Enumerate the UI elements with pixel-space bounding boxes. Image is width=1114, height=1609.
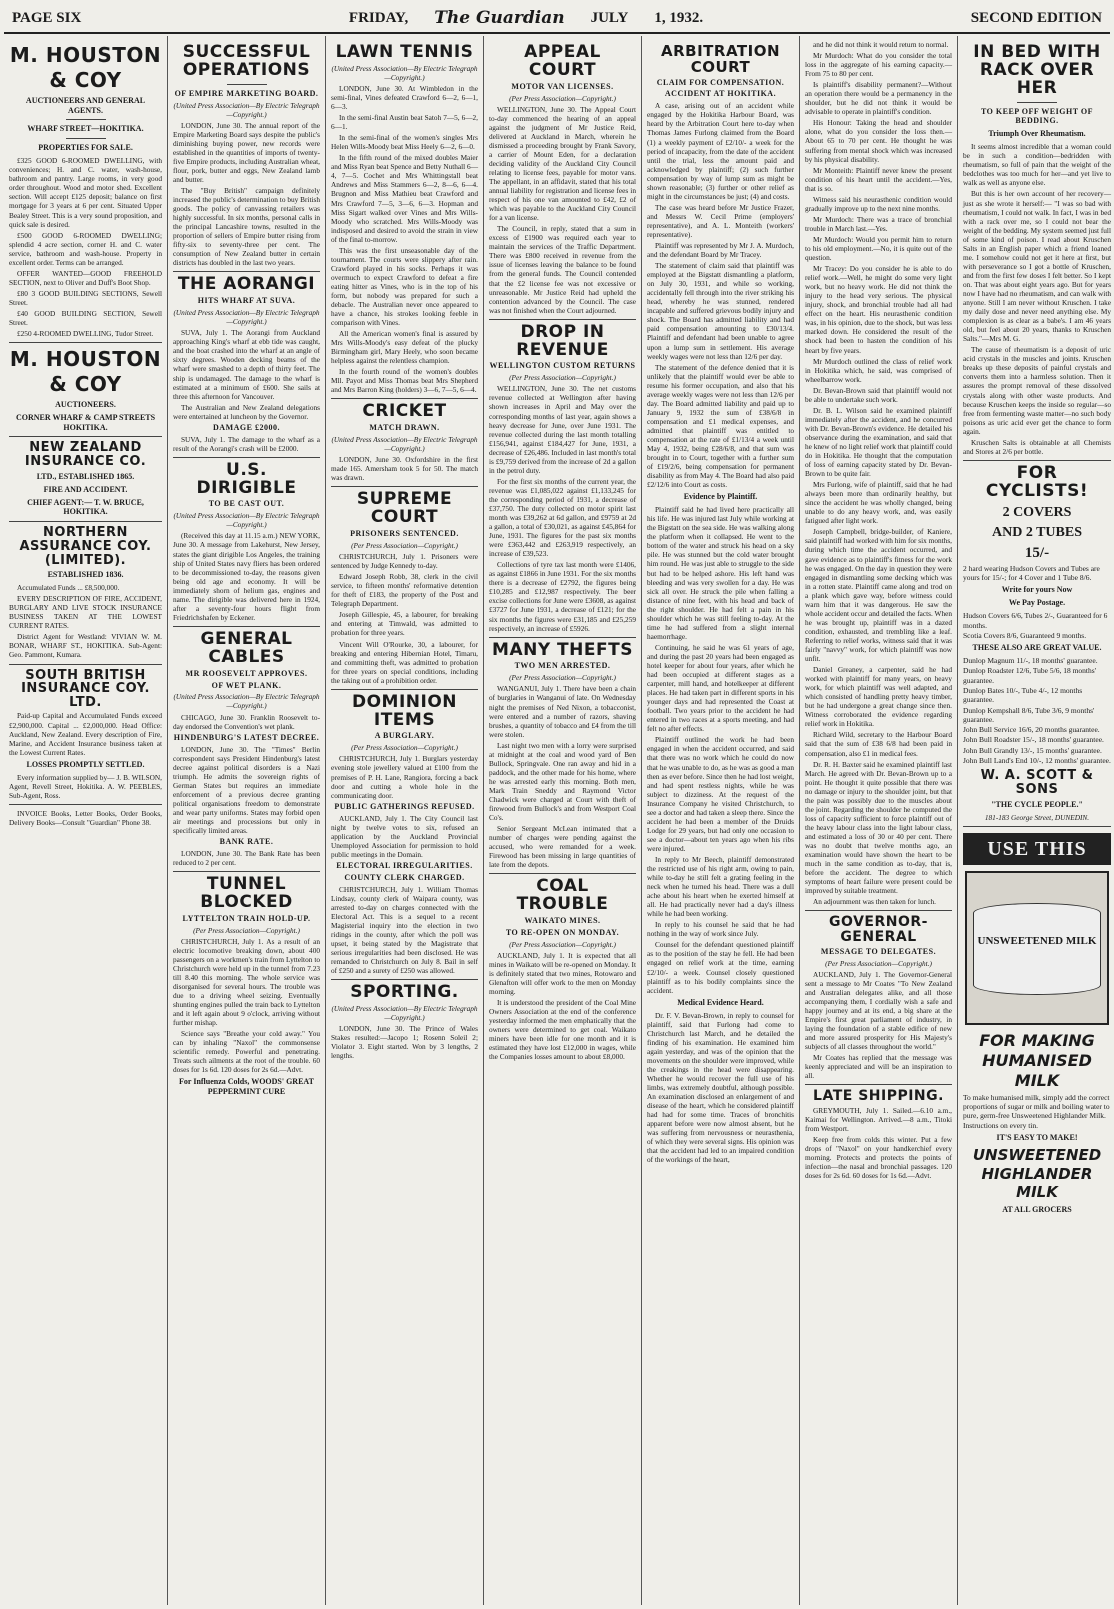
kruschen-paragraph: But this is her own account of her recovery—just as she wrote it herself:— "I was so bad with rheumatism, I could not walk. In fact, I was in bed with a rack over me, so I could not bear the weight of the bedding. My system seemed just full of some kind of poison. I read about Kruschen Salts in an English paper which a friend loaned me. I somehow could not get it here at first, but with perseverance so I got a bottle of Kruschen, and from the first few doses I felt better. So I kept on. That was about eight years ago. But for years now I have had no rheumatism, and can walk with anyone. Still I am never without Kruschen. I take my daily dose and never need anything else. My complexion is as clear as a babe's. I am 46 years old, but feel about 20 years, thanks to Kruschen Salts."—Mrs M. G. xyxy=(963,189,1111,344)
tyre-price-line: Dunlop Roadster 12/6, Tube 5/6, 18 months' guarantee. xyxy=(963,666,1097,685)
press-credit: (United Press Association—By Electric Telegraph—Copyright.) xyxy=(331,1003,478,1022)
section-subhead: Medical Evidence Heard. xyxy=(677,997,764,1007)
article-headline: APPEAL COURT xyxy=(524,42,601,80)
milk-ad-easy: IT'S EASY TO MAKE! xyxy=(996,1133,1078,1143)
article-paragraph: Edward Joseph Robb, 38, clerk in the civil service, to fifteen months' reformative detention for theft of £183, the property of the Post and Telegraph Department. xyxy=(331,572,478,609)
kruschen-paragraph: The cause of rheumatism is a deposit of uric acid crystals in the muscles and joints. Kruschen breaks up these deposits of painful crystals and converts them into a harmless solution. Then it assures the prompt removal of these dissolved crystals along with other waste products. And because Kruschen keeps the inside so regular—so free from fermenting waste matter—no such body poisons as uric acid ever get the chance to form again. xyxy=(963,345,1111,436)
cyclists-write: Write for yours Now xyxy=(1001,585,1073,595)
article-paragraph: This was the first unseasonable day of the tournament. The courts were slippery after rain. Crawford played in his socks. Perhaps it was overmuch to expect Crawford to defeat a fire eating hitter as Vines, who is in the top of his form, but nobody was prepared for such a debacle. The Australian never once appeared to have a chance, his strokes looking feeble in comparison with Vines. xyxy=(331,245,478,328)
article-paragraph: The statement of claim said that plaintiff was employed at the Bigstatt dismantling a platform, on July 30, 1931, and while so working, accidentally fell through into the river striking his head, whereby he was stunned, rendered incapable and suffered grievous bodily injury and shock. The Board has admitted liability and had paid compensation amounting to £30/13/4. Plaintiff and defendant had been unable to agree upon a lump sum in settlement. His average weekly wages were not less than 12/6 per day. xyxy=(647,261,794,361)
article-paragraph: Mr Murdoch outlined the class of relief work in Hokitika which, he said, was comprised of wheelbarrow work. xyxy=(805,356,952,384)
article-paragraph: Dr. Bevan-Brown said that plaintiff would not be able to undertake such work. xyxy=(805,385,952,404)
scott-sons-tagline: "THE CYCLE PEOPLE." xyxy=(991,799,1083,809)
masthead-month: JULY xyxy=(590,9,629,26)
article-subhead: LYTTELTON TRAIN HOLD-UP. xyxy=(182,913,311,923)
press-credit: (United Press Association—By Electric Telegraph—Copyright.) xyxy=(173,308,320,327)
article-subhead: WAIKATO MINES. xyxy=(524,916,601,926)
article-paragraph: CHRISTCHURCH, July 1. William Thomas Lindsay, county clerk of Waipara county, was arrested to-day on charges connected with the Electoral Act. This is a sequel to a recent Magisterial inquiry into the election in two ridings in the county, after which the poll was upset, it being stated by the Magistrate that serious irregularities had been disclosed. He was remanded to Christchurch on July 8. Bail in self of £250 and a surety of £250 was allowed. xyxy=(331,884,478,976)
article-paragraph: and he did not think it would return to normal. xyxy=(813,40,949,49)
article-paragraph: In the semi-final of the women's singles Mrs Helen Wills-Moody beat Miss Heely 6—2, 6—0. xyxy=(331,133,478,152)
article-subhead: OF EMPIRE MARKETING BOARD. xyxy=(174,88,319,98)
press-credit: (United Press Association—By Electric Telegraph—Copyright.) xyxy=(331,63,478,82)
article-subhead: CLAIM FOR COMPENSATION. xyxy=(656,77,785,87)
kruschen-paragraph: Kruschen Salts is obtainable at all Chemists and Stores at 2/6 per bottle. xyxy=(963,437,1111,456)
article-paragraph: AUCKLAND, July 1. The City Council last night by twelve votes to six, refused an application by the Auckland Provincial Unemployed Association for permission to hold public meetings in the Domain. xyxy=(331,813,478,859)
nz-insurance-type: FIRE AND ACCIDENT. xyxy=(43,484,128,494)
article-paragraph: In the semi-final Austin beat Satoh 7—5, 6—2, 6—1. xyxy=(331,113,478,132)
property-listing: £325 GOOD 6-ROOMED DWELLING, with conveniences; H. and C. water, wash-house, bathroom and pantry. Large rooms, in very good order throughout. Wood and motor shed. Excellent section. Will accept £125 deposit; balance on first mortgage for 3 years at 6 per cent. Situated Upper Bealey Street. This is a very sound proposition, and quick sale is desired. xyxy=(9,156,162,229)
article-headline: LATE SHIPPING. xyxy=(813,1088,944,1105)
article-subhead: MR ROOSEVELT APPROVES. xyxy=(185,668,308,678)
cyclists-postage: We Pay Postage. xyxy=(1008,598,1066,608)
cyclists-headline: FOR CYCLISTS! xyxy=(985,462,1089,501)
cyclists-offer-2: AND 2 TUBES xyxy=(992,524,1082,540)
article-paragraph: Plaintiff said he had lived here practically all his life. He was injured last July while working at the Bigstatt on the sea side. He was walking along the platform when it collapsed. He went to the bottom of the water and struck his head on a sky pile. He was stunned but the cold water brought him round. He was just able to struggle to the side but had to be helped ashore. His left hand was bleeding and was very swollen for a day. He was sick all over. He struck the pile when falling a distance of nine feet, with his head and back of the right shoulder. He had felt a pain in his shoulder which he was still feeling to-day. At the time he had suffered from a slight internal haemorrhage. xyxy=(647,505,794,641)
article-paragraph: Mr Tracey: Do you consider he is able to do relief work.—Well, he might do some very light work, but no heavy work. He did not think the injury to the head very serious. The physical injury, shock, and bronchial trouble had all had effect on the heart. His neurasthenic condition was, in his opinion, due to the shock, but was less marked down. He considered the result of the shock had been to hasten the condition of his heart by five years. xyxy=(805,264,952,355)
article-subhead: TO RE-OPEN ON MONDAY. xyxy=(505,927,620,937)
milk-ad-text: To make humanised milk, simply add the correct proportions of sugar or milk and boiling water to pure, germ-free Unsweetened Highlander Milk. Instructions on every tin. xyxy=(963,1092,1110,1130)
article-headline: DOMINION ITEMS xyxy=(351,691,458,730)
press-credit: (Per Press Association—Copyright.) xyxy=(351,541,458,551)
scott-sons-address: 181-183 George Street, DUNEDIN. xyxy=(984,812,1090,822)
article-paragraph: It is understood the president of the Coal Mine Owners Association at the end of the conference yesterday informed the men emphatically that the owners were determined to get coal. Waikato miners have been idle for one month and it is estimated they have lost £12,000 in wages, while the Companies losses amount to about £8,000. xyxy=(489,998,636,1062)
article-headline: TUNNEL BLOCKED xyxy=(200,873,293,912)
article-paragraph: The "Buy British" campaign definitely increased the public's determination to buy British goods. The policy of canvassing retailers was highly successful. In six months, personal calls in the principal Lancashire towns, resulted in the proportion of sellers of Empire butter rising from fifty-six to seventy-three per cent. The consumption of New Zealand butter in certain districts has doubled in the last two years. xyxy=(173,186,320,268)
press-credit: (Per Press Association—Copyright.) xyxy=(509,673,616,683)
nz-insurance-heading: NEW ZEALAND INSURANCE CO. xyxy=(24,440,147,470)
column-3 xyxy=(326,36,484,1605)
column-7 xyxy=(958,36,1114,1605)
article-headline: CRICKET xyxy=(362,401,447,422)
article-subhead: HITS WHARF AT SUVA. xyxy=(197,296,296,306)
article-paragraph: An adjournment was then taken for lunch. xyxy=(813,897,936,907)
article-paragraph: (Received this day at 11.15 a.m.) NEW YORK, June 30. A message from Lakehurst, New Jersey, states the giant dirigible Los Angeles, the training ship of United States navy fliers has been ordered to be decommissioned to-day, the reasons given being old age and economy. It will be immediately shorn of helium gas, engines and name. The dirigible was delivered here in 1924, after a seventy-four hours flight from Friedrichshafen by Eckener. xyxy=(173,531,320,622)
article-subhead: PUBLIC GATHERINGS REFUSED. xyxy=(334,801,475,811)
article-paragraph: In the fifth round of the mixed doubles Maier and Miss Ryan beat Spence and Betty Nuthall 6—4, 7—5. Cochet and Mrs Whittingstall beat Andrews and Miss Stammers 6—2, 8—6, 6—4. Brugnon and Miss Mathieu beat Crawford and Mrs Crawford 7—5, 3—6, 6—3. Hopman and Miss Sigart walked over Vines and Mrs Wills-Moody who scratched. Mrs Wills-Moody was indisposed and desired to avoid the strain in view of the final to-morrow. xyxy=(331,153,478,244)
article-paragraph: CHRISTCHURCH, July 1. Burglars yesterday evening stole jewellery valued at £100 from the premises of P. H. Lane, Rangiora, forcing a back door and cutting a whole hole in the communicating door. xyxy=(331,754,478,800)
article-paragraph: Mr Murdoch: What do you consider the total loss in the aggregate of his earning capacity.—From 75 to 80 per cent. xyxy=(805,51,952,79)
property-listing: OFFER WANTED—GOOD FREEHOLD SECTION, next to Oliver and Duff's Boot Shop. xyxy=(9,268,162,287)
article-paragraph: Plaintiff outlined the work he had been engaged in when the accident occurred, and said that there was no work which he could do now that he was unable to do, as he was as good a man then as ever before. Since then he had lost weight, and had spent restless nights, while he was subject to dizziness. At the request of the Insurance Company he visited Christchurch, to see a doctor and had taken a sleep there. Since the accident he had been a member of the Druids Lodge for 29 years, but had only one occasion to see a doctor—about ten years ago when his ribs were injured. xyxy=(647,735,794,853)
article-paragraph: Mr Coates has replied that the message was keenly appreciated and will be an inspiration to all. xyxy=(805,1053,952,1081)
northern-business: EVERY DESCRIPTION OF FIRE, ACCIDENT, BURGLARY AND LIVE STOCK INSURANCE BUSINESS TAKEN AT THE LOWEST CURRENT RATES. xyxy=(9,594,162,631)
milk-ad xyxy=(963,833,1111,1215)
press-credit: (United Press Association—By Electric Telegraph—Copyright.) xyxy=(173,100,320,119)
tyre-price-line: Dunlop Magnum 11/-, 18 months' guarantee. xyxy=(963,656,1098,666)
article-headline: GOVERNOR-GENERAL xyxy=(829,914,928,945)
article-paragraph: The statement of the defence denied that it is unlikely that the plaintiff would ever be able to resume his former occupation, and also that his average weekly wages were not less than 12/6 per day. The Board admitted liability and paid up to January 9, 1932 the sum of £38/6/8 in compensation and £1 medical expenses, and admitted that plaintiff was entitled to compensation at the rate of £1/13/4 a week until May 4, 1932, being £28/6/8, and that sum was brought in to Court, together with a further sum of £19/2/6, being compensation for permanent disability as from May 4. The Board had also paid £2/12/6 into Court as costs. xyxy=(647,362,794,490)
article-headline: GENERAL CABLES xyxy=(200,628,293,667)
tyre-price-line: Scotia Covers 8/6, Guaranteed 9 months. xyxy=(963,630,1087,640)
article-paragraph: Science says "Breathe your cold away." You can by inhaling "Naxol" the commonsense scientific remedy. Powerful and penetrating. Treats such ailments at the root of the trouble. 60 doses for 1s 6d. 120 doses for 2s 6d.—Advt. xyxy=(173,1029,320,1075)
article-subhead: TO BE CAST OUT. xyxy=(208,499,285,509)
press-credit: (Per Press Association—Copyright.) xyxy=(509,939,616,949)
milk-ad-grocers: AT ALL GROCERS xyxy=(1002,1204,1072,1214)
article-paragraph: Keep free from colds this winter. Put a few drops of "Naxol" on your handkerchief every morning. Protects and protects the points of infection—the nasal and bronchial passages. 120 doses for 2s 6d. 60 doses for 1s 6d.—Advt. xyxy=(805,1135,952,1181)
houston-address: WHARF STREET—HOKITIKA. xyxy=(27,124,144,134)
peppermint-cure-ad: For Influenza Colds, WOODS' GREAT PEPPERMINT CURE xyxy=(179,1077,314,1097)
article-paragraph: Dr. B. L. Wilson said he examined plaintiff immediately after the accident, and he concurred with Dr. Bevan-Brown's evidence. He detailed his observance during the examination, and said that he knew of no light relief work that plaintiff could do in Hokitika. He thought that the computation of loss of earning capacity stated by Dr. Bevan-Brown to be quite fair. xyxy=(805,405,952,479)
nz-insurance-agent: CHIEF AGENT:— T. W. BRUCE, HOKITIKA. xyxy=(27,497,144,517)
houston-heading-2: M. HOUSTON & COY xyxy=(9,347,162,396)
press-credit: (Per Press Association—Copyright.) xyxy=(351,743,458,753)
article-paragraph: WANGANUI, July 1. There have been a chain of burglaries in Wanganui of late. On Wednesday night the premises of Ned Nixon, a tobacconist, were entered and a number of razors, shaving brushes, a quantity of tobacco and £4 from the till were stolen. xyxy=(489,684,636,739)
press-credit: (Per Press Association—Copyright.) xyxy=(509,93,616,103)
milk-can-image xyxy=(965,871,1109,1025)
tyre-price-line: John Bull Roadster 15/-, 18 months' guarantee. xyxy=(963,735,1104,745)
article-paragraph: AUCKLAND, July 1. The Governor-General sent a message to Mr Coates "To New Zealand and Australian delegates alike, and all those accompanying them, I cordially wish a safe and happy journey and at its end, a big share at the Empire's first great parliament of industry, in laying the foundation of a stable edifice of new and more assured prosperity for His Majesty's subjects of all classes throughout the world." xyxy=(805,969,952,1052)
masthead-day: FRIDAY, xyxy=(348,9,409,26)
property-listing: £40 GOOD BUILDING SECTION, Sewell Street. xyxy=(9,308,162,328)
tyre-price-line: Dunlop Kempshall 8/6, Tube 3/6, 9 months' guarantee. xyxy=(963,705,1095,724)
property-listing: £80 3 GOOD BUILDING SECTIONS, Sewell Street. xyxy=(9,288,162,307)
article-subhead: BANK RATE. xyxy=(219,836,274,846)
article-paragraph: Is plaintiff's disability permanent?—Without an operation there would be a permanency in the shoulder, but he did not think it would be advisable to operate in plaintiff's condition. xyxy=(805,80,952,117)
column-5 xyxy=(642,36,800,1605)
article-paragraph: WELLINGTON, June 30. The net customs revenue collected at Wellington after having shown increases in April and May over the corresponding months of last year, again shows a heavy decrease for June, over June 1931. The revenue collected during the last month totalling £156,941, against £184,427 for June, 1931, a decrease of £26,486. Included in last month's total is £9,759 derived from the increase of 2d a gallon in the petrol duty. xyxy=(489,384,636,475)
kruschen-paragraph: It seems almost incredible that a woman could be in such a condition—bedridden with rheumatism, so full of pain that the weight of the bedclothes was too much for her—and yet live to walk as well as anyone else. xyxy=(963,142,1111,188)
article-paragraph: Last night two men with a lorry were surprised at midnight at the coal and wood yard of Ben Bullock, Springvale. One ran away and hid in a paddock, and the other made for his home, where he was arrested early this morning. Both men, Mark Train Sneddy and Raymond Victor Chadwick were charged at Court with theft of firewood from Bullock's and from Westport Coal Co's. xyxy=(489,740,636,823)
article-subhead: PRISONERS SENTENCED. xyxy=(350,529,459,539)
tyre-price-line: Dunlop Bates 10/-, Tube 4/-, 12 months guarantee. xyxy=(963,685,1083,705)
article-subhead: MESSAGE TO DELEGATES. xyxy=(820,946,937,956)
article-paragraph: LONDON, June 30. At Wimbledon in the semi-final, Vines defeated Crawford 6—2, 6—1, 6—3. xyxy=(331,83,478,112)
cyclists-price: 15/- xyxy=(1024,545,1050,562)
houston-sub: AUCTIONEERS AND GENERAL AGENTS. xyxy=(25,95,146,115)
article-paragraph: Collections of tyre tax last month were £1406, as against £1866 in June 1931. For the six months there is a decrease of £2792, the figures being £10,285 and £12,987 respectively. The beer excise collections for June were £3608, as against £3727 for June 1931, a decrease of £121; for the six months the figures were £31,185 and £25,259 respectively, an increase of £5926. xyxy=(489,560,636,633)
press-credit: (United Press Association—By Electric Telegraph—Copyright.) xyxy=(331,435,478,454)
article-paragraph: Dr. F. V. Bevan-Brown, in reply to counsel for plaintiff, said that Furlong had come to Christchurch last March, and he detailed the finding of his examination. He examined him again yesterday, and was of the opinion that the movements on the shoulder were improved, while the creakings in the head were disappearing. Whether he would recover the full use of his limbs, was extremely doubtful, although possible. An examination disclosed an enlargement of and disease of the heart, which he considered plaintiff had had for some time. Traces of bronchitis apparent before were now almost absent, but he was suffering from nervousness or neurasthenia, of which they were several signs. His opinion was that the accident had led to an impaired condition of the workings of the heart, xyxy=(647,1010,794,1165)
article-subhead: WELLINGTON CUSTOM RETURNS xyxy=(489,361,636,371)
article-paragraph: His Honour: Taking the head and shoulder alone, what do you consider the loss then.—About 65 to 70 per cent. He thought he was suffering from mental shock which was increased by his physical disability. xyxy=(805,118,952,164)
tyre-price-line: John Bull Land's End 10/-, 12 months' guarantee. xyxy=(963,756,1111,766)
northern-funds: Accumulated Funds ... £8,500,000. xyxy=(17,583,120,593)
article-paragraph: Plaintiff was represented by Mr J. A. Murdoch, and the defendant Board by Mr Tracey. xyxy=(647,241,794,260)
article-paragraph: Richard Wild, secretary to the Harbour Board said that the sum of £38 6/8 had been paid in compensation, also £1 in medical fees. xyxy=(805,730,952,758)
use-this-banner: USE THIS xyxy=(963,833,1111,866)
highlander-logo: UNSWEETENED HIGHLANDER MILK xyxy=(972,1145,1102,1202)
article-paragraph: LONDON, June 30. The Bank Rate has been reduced to 2 per cent. xyxy=(173,848,320,867)
article-headline: U.S. DIRIGIBLE xyxy=(196,459,297,498)
masthead-date: 1, 1932. xyxy=(654,9,704,26)
article-paragraph: SUVA, July 1. The Aorangi from Auckland approaching King's wharf at ebb tide was caught, and the boat crashed into the wharf at an angle of sixty degrees. Wooden decking beams of the wharf were smashed to a depth of thirty feet. The ship is undamaged. The damage to the wharf is estimated at a minimum of £600. She sails at three this afternoon for Vancouver. xyxy=(173,328,320,401)
article-paragraph: Witness said his neurasthenic condition would gradually improve up to the next nine months. xyxy=(805,194,952,213)
article-paragraph: Mr Monteith: Plaintiff never knew the present condition of his heart until the accident.—Yes, that is so. xyxy=(805,165,952,193)
article-paragraph: Dr. R. H. Baxter said he examined plaintiff last March. He agreed with Dr. Bevan-Brown up to a point. He thought it quite possible that there was no damage or injury to the shoulder joint, but that the pain was possibly due to the muscles about the joint. Regarding the shoulder he computed the loss of capacity sufficient to force plaintiff out of the heavy labour class into the light labour class, and estimated a loss of 30 or 40 per cent. There was no doubt that twelve months ago, an examination would have shown the heart to be much in the same condition as to-day, that is, before the accident. The degree to which symptoms of heart failure were present could be improved by suitable treatment. xyxy=(805,759,952,896)
article-headline: SUPREME COURT xyxy=(356,489,453,528)
article-paragraph: Mr Murdoch: Would you permit him to return to his old employment.—No, it is quite out of the question. xyxy=(805,234,952,263)
article-paragraph: Joseph Gillespie, 45, a labourer, for breaking and entering at Timwald, was admitted to probation for three years. xyxy=(331,610,478,638)
press-credit: (Per Press Association—Copyright.) xyxy=(193,925,300,935)
property-listing: £500 GOOD 6-ROOMED DWELLING; splendid 4 acre section, corner H. and C. water service, bathroom and wash-house. Property in excellent order. Terms can be arranged. xyxy=(9,230,162,267)
invoice-books-ad: INVOICE Books, Letter Books, Order Books, Delivery Books—Consult "Guardian" Phone 38. xyxy=(9,808,162,827)
press-credit: (United Press Association—By Electric Telegraph—Copyright.) xyxy=(173,511,320,530)
article-paragraph: A case, arising out of an accident while engaged by the Hokitika Harbour Board, was heard by the Arbitration Court here to-day when Thomas James Furlong claimed from the Board (1) a weekly payment of £2/10/- a week for the period of incapacity, from the date of the accident until the trial, less the amount paid and acknowledged by plaintiff; (2) such further compensation by way of lump sum as might be shown reasonable; (3) further or other relief as might in the circumstances be just; (4) and costs. xyxy=(647,101,794,201)
kruschen-subhead: TO KEEP OFF WEIGHT OF BEDDING. xyxy=(980,106,1093,126)
article-paragraph: In the fourth round of the women's doubles Mll. Payot and Miss Thomas beat Mrs Shepherd and Mrs Barron King (holders) 3—6, 7—5, 6—4. xyxy=(331,367,478,395)
section-subhead: Evidence by Plaintiff. xyxy=(683,492,758,502)
scott-sons-name: W. A. SCOTT & SONS xyxy=(980,768,1094,797)
article-headline: SPORTING. xyxy=(350,982,459,1003)
south-british-capital: Paid-up Capital and Accumulated Funds exceed £2,900,000. Capital ... £2,000,000. Head Office: Auckland, New Zealand. Every description of Fire, Marine, and Accident Insurance business taken at the Lowest Current Rates. xyxy=(9,711,162,757)
northern-est: ESTABLISHED 1836. xyxy=(47,570,124,580)
south-british-heading: SOUTH BRITISH INSURANCE COY. LTD. xyxy=(21,667,150,710)
tyre-price-line: Hudson Covers 6/6, Tubes 2/-, Guaranteed for 6 months. xyxy=(963,611,1108,630)
article-headline: SUCCESSFUL OPERATIONS xyxy=(182,42,311,80)
article-paragraph: SUVA, July 1. The damage to the wharf as a result of the Aorangi's crash will be £2000. xyxy=(173,434,320,453)
article-subhead: ELECTORAL IRREGULARITIES. xyxy=(336,860,473,870)
houston-address-2: CORNER WHARF & CAMP STREETS HOKITIKA. xyxy=(15,412,156,432)
milk-can-text: UNSWEETENED MILK xyxy=(977,935,1097,948)
column-1 xyxy=(4,36,168,1605)
property-listing: £250 4-ROOMED DWELLING, Tudor Street. xyxy=(17,329,154,339)
page-number: PAGE SIX xyxy=(12,9,82,26)
column-6 xyxy=(800,36,958,1605)
article-subhead: MOTOR VAN LICENSES. xyxy=(511,81,614,91)
article-paragraph: In reply to Mr Beech, plaintiff demonstrated the restricted use of his right arm, owing to pain, while to-day he still felt a grating feeling in the neck when he turned his head. There was a dull ache about his heart when he exerted himself at all. He had practically never had a day's illness while he had been working. xyxy=(647,854,794,919)
article-paragraph: AUCKLAND, July 1. It is expected that all mines in Waikato will be re-opened on Monday. It is definitely stated that two mines, Rotowaro and Glenafton will offer work to the men on Monday morning. xyxy=(489,950,636,997)
article-headline: LAWN TENNIS xyxy=(335,42,474,62)
losses-settled: LOSSES PROMPTLY SETTLED. xyxy=(26,759,145,769)
article-paragraph: CHICAGO, June 30. Franklin Roosevelt to-day endorsed the Convention's wet plank. xyxy=(173,712,320,731)
article-subhead: ACCIDENT AT HOKITIKA. xyxy=(664,89,777,99)
great-value-heading: THESE ALSO ARE GREAT VALUE. xyxy=(972,643,1102,653)
article-paragraph: The case was heard before Mr Justice Frazer, and Messrs W. Cecil Prime (employers' representative), and A. L. Monteith (workers' representative). xyxy=(647,202,794,239)
article-paragraph: The Council, in reply, stated that a sum in excess of £1900 was required each year to maintain the services of the Traffic Department. There was £800 received in revenue from the issue of licenses leaving the balance to be found from the general funds. The Council contended that the £2 license fee was not excessive or unreasonable. Mr Justice Reid had upheld the contention advanced by the Council. The case was not finished when the Court adjourned. xyxy=(489,224,636,315)
milk-can-label xyxy=(973,903,1101,995)
article-paragraph: GREYMOUTH, July 1. Sailed.—6.10 a.m., Kaimai for Wellington. Arrived.—8 a.m., Titoki from Westport. xyxy=(805,1105,952,1133)
article-subhead: MATCH DRAWN. xyxy=(369,423,440,433)
houston-sub-2: AUCTIONEERS. xyxy=(55,399,116,409)
tyre-price-line: John Bull Grandly 13/-, 15 months' guarantee. xyxy=(963,745,1102,755)
properties-heading: PROPERTIES FOR SALE. xyxy=(38,143,133,153)
article-paragraph: Counsel for the defendant questioned plaintiff as to the position of the stay he fell. He had been engaged on relief work at the time, earning £2/10/- a week. Counsel closely questioned plaintiff as to his bodily complaints since the accident. xyxy=(647,940,794,995)
article-subhead: COUNTY CLERK CHARGED. xyxy=(344,872,465,882)
columns xyxy=(4,36,1110,1605)
article-subhead: DAMAGE £2000. xyxy=(213,422,280,432)
kruschen-subhead-2: Triumph Over Rheumatism. xyxy=(988,129,1086,139)
south-british-agents: Every information supplied by— J. B. WILSON, Agent, Revell Street, Hokitika. A. W. PEEBLES, Sub-Agent, Ross. xyxy=(9,772,162,800)
edition-label: SECOND EDITION xyxy=(970,9,1102,26)
northern-assurance-heading: NORTHERN ASSURANCE COY. (LIMITED). xyxy=(19,525,152,568)
article-paragraph: CHRISTCHURCH, July 1. As a result of an electric locomotive breaking down, about 400 passengers on a workmen's train from Lyttelton to Christchurch were held up in the tunnel from 7.23 till 8.40 this morning. The whole service was disorganised for several hours. The trouble was due to a driving wheel seizing. Eventually shunting engines pulled the train back to Lyttelton and it left again about 9 o'clock, arriving without further mishap. xyxy=(173,936,320,1028)
article-paragraph: Vincent Will O'Rourke, 30, a labourer, for breaking and entering Hibernian Hotel, Timaru, and committing theft, was admitted to probation for three years on special conditions, including the taking out of a prohibition order. xyxy=(331,639,478,685)
article-subhead: A BURGLARY. xyxy=(374,731,435,741)
column-2 xyxy=(168,36,326,1605)
article-headline: COAL TROUBLE xyxy=(516,876,609,915)
cyclists-detail: 2 hard wearing Hudson Covers and Tubes are yours for 15/-; for 4 Cover and 1 Tube 8/6. xyxy=(963,563,1100,583)
article-paragraph: Mrs Furlong, wife of plaintiff, said that he had always been more than ordinarily healthy, but since the accident he was wholly changed, being unable to do any heavy work, and, was easily fatigued after light work. xyxy=(805,480,952,526)
cyclists-offer-1: 2 COVERS xyxy=(1002,504,1072,520)
article-paragraph: Senior Sergeant McLean intimated that a number of charges were pending against the accused, who were remanded for a week. Firewood has been missing in large quantities of late from the depots. xyxy=(489,824,636,870)
northern-agents: District Agent for Westland: VIVIAN W. M. BONAR, WHARF ST., HOKITIKA. Sub-Agent: Geo. Pammont, Kumara. xyxy=(9,632,162,660)
article-headline: DROP IN REVENUE xyxy=(516,321,609,360)
article-paragraph: Continuing, he said he was 61 years of age, and during the past 20 years had been engaged as hotel keeper for about four years, after which he had been occupied at different stages as a carpenter, mill hand, and hotelkeeper at different places. He had taken part in different sports in his younger days and had represented the Coast at football. Two years prior to the accident he had entered in two races at a sports meeting, and had felt no after effects. xyxy=(647,642,794,734)
article-headline: THE AORANGI xyxy=(177,274,316,295)
tyre-price-line: John Bull Service 16/6, 20 months guarantee. xyxy=(963,725,1100,735)
article-paragraph: Mr Murdoch: There was a trace of bronchial trouble in March last.—Yes. xyxy=(805,214,952,233)
article-paragraph: Joseph Campbell, bridge-builder, of Kaniere, said plaintiff had worked with him for six months, during which time the accident occurred, and gave evidence as to plaintiff's fitness for the work he was engaged. On the day in question they were engaged in dismantling some decking which was in a rotten state. Plaintiff came along and trod on a plank which gave way, before witness could warn him that it was dangerous. He saw the whole accident occur and detailed the facts. When he was brought up, plaintiff was in a dazed condition, exhausted, and trembling like a leaf. Referring to relief works, witness said that it was fairly "navvy" work, for which plaintiff was now unfit. xyxy=(805,527,952,664)
article-paragraph: In reply to his counsel he said that he had nothing in the way of work since July. xyxy=(647,920,794,939)
houston-heading: M. HOUSTON & COY xyxy=(9,43,162,92)
kruschen-headline: IN BED WITH RACK OVER HER xyxy=(973,42,1101,98)
column-4 xyxy=(484,36,642,1605)
article-paragraph: WELLINGTON, June 30. The Appeal Court to-day commenced the hearing of an appeal against the judgment of Mr Justice Reid, delivered at Auckland in March, wherein he dismissed a proceeding brought by Frank Savory, a carrier of Mount Eden, for a declaration deciding validity of the Auckland City Council relating to license fees, payable for motor vans. The appellant, in an affidavit, stated that his total annual liability for registration and license fees in respect of his one van amounted to £42, £2 of which was payable to the Auckland City Council for a van license. xyxy=(489,104,636,223)
masthead-center xyxy=(349,8,703,28)
article-paragraph: LONDON, June 30. Oxfordshire in the first made 165. Amersham took 5 for 50. The match was drawn. xyxy=(331,455,478,483)
article-paragraph: LONDON, June 30. The Prince of Wales Stakes resulted:—Jacopo 1; Rosenn Soleil 2; Violator 3. Eight started. Won by 3 lengths, 2 lengths. xyxy=(331,1024,478,1061)
article-paragraph: Daniel Greaney, a carpenter, said he had worked with plaintiff for many years, on heavy work, for which plaintiff was well adapted, and which consisted of handling pretty heavy timber, but he had undergone a great change since then. Witness corroborated the evidence regarding relief work in Hokitika. xyxy=(805,665,952,729)
article-subhead: TWO MEN ARRESTED. xyxy=(514,661,611,671)
article-paragraph: The Australian and New Zealand delegations were entertained at luncheon by the Governor. xyxy=(173,402,320,421)
article-headline: MANY THEFTS xyxy=(492,639,633,660)
cyclists-ad xyxy=(963,462,1111,822)
article-paragraph: For the first six months of the current year, the revenue was £1,085,022 against £1,133,245 for the corresponding period of 1931, a decrease of £37,750. The duty collected on motor spirit last month was £39,262 at 6d gallon, and £9759 at 2d a gallon, a total of £30,021, as against £45,864 for June, 1931. The figures for the past six months were £363,442 and £263,919 respectively, an increase of £39,523. xyxy=(489,476,636,559)
press-credit: (United Press Association—By Electric Telegraph—Copyright.) xyxy=(173,692,320,711)
article-paragraph: All the American women's final is assured by Mrs Wills-Moody's easy defeat of the plucky Birmingham girl, Mary Heely, who soon became helpless against the relentless champion. xyxy=(331,329,478,366)
article-subhead: OF WET PLANK. xyxy=(211,680,282,690)
article-paragraph: LONDON, June 30. The annual report of the Empire Marketing Board says despite the public's diminishing buying power, new records were established in the quantities of imports of twenty-five Empire products, including Australian wheat, flour, pork, butter and eggs, New Zealand lamb and butter. xyxy=(173,120,320,184)
article-headline: ARBITRATION COURT xyxy=(660,42,781,76)
article-paragraph: CHRISTCHURCH, July 1. Prisoners were sentenced by Judge Kennedy to-day. xyxy=(331,552,478,571)
press-credit: (Per Press Association—Copyright.) xyxy=(825,958,932,968)
article-paragraph: LONDON, June 30. The "Times" Berlin correspondent says President Hindenburg's latest decree against political disorders is a Nazi triumph. He admits the sovereign rights of German States but requires an immediate enforcement of a previous decree granting political organisations freedom to demonstrate and wear party uniforms. States may forbid open air meetings and processions but only in specifically limited areas. xyxy=(173,744,320,835)
newspaper-name: The Guardian xyxy=(434,8,565,28)
press-credit: (Per Press Association—Copyright.) xyxy=(509,373,616,383)
milk-ad-headline: FOR MAKING HUMANISED MILK xyxy=(979,1031,1095,1090)
nz-insurance-est: LTD., ESTABLISHED 1865. xyxy=(36,471,135,481)
masthead xyxy=(4,4,1110,34)
article-subhead: HINDENBURG'S LATEST DECREE. xyxy=(173,732,320,742)
